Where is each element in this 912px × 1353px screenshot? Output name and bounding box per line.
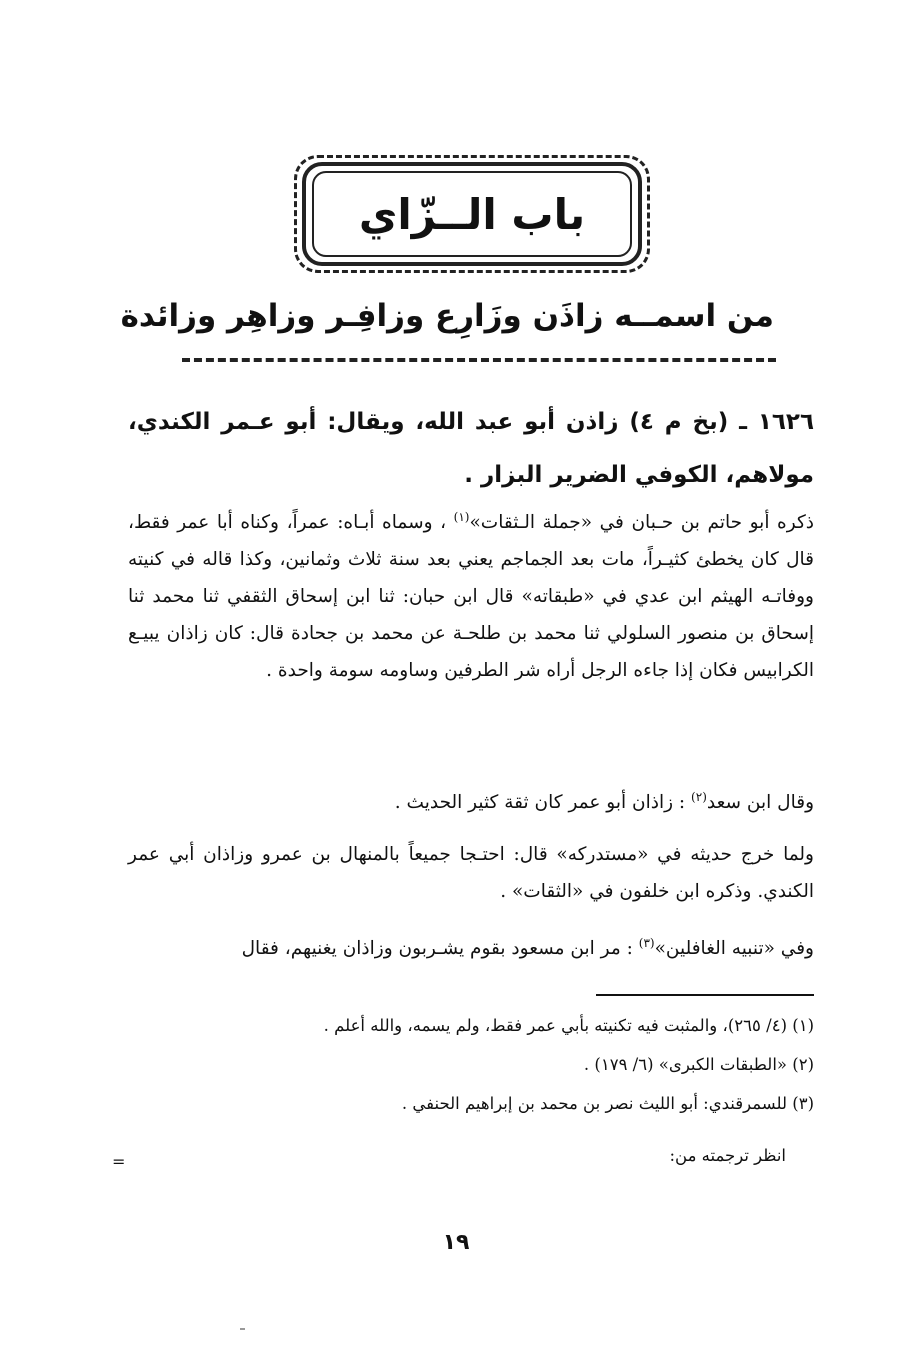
footnote-ref[interactable]: (١) (453, 509, 470, 524)
footnote: (١) (٤/ ٢٦٥)، والمثبت فيه تكنيته بأبي عمر فقط، ولم يسمه، والله أعلم . (323, 1016, 814, 1035)
paragraph-text: ، وسماه أبـاه: عمراً، وكناه أبا عمر فقط، قال كان يخطئ كثيـراً، مات بعد الجماجم يعني بعد سنة ثلاث وثمانين، وكذا قاله في كنيته ووفاتـه الهيثم ابن عدي في «طبقاته» قال ابن حبان: ثنا ابن إسحاق الثقفي ثنا محمد ثنا إسحاق بن منصور السلولي ثنا محمد بن طلحـة عن محمد بن جحادة قال: كان زاذان يبيـع الكرابيس فكان إذا جاءه الرجل أراه شر الطرفين وساومه سومة واحدة . (128, 512, 814, 681)
entry-heading: ١٦٢٦ ـ (بخ م ٤) زاذن أبو عبد الله، ويقال: أبو عـمر الكندي، مولاهم، الكوفي الضرير البزار . (128, 409, 814, 488)
section-heading: من اسمــه زاذَن وزَارِع وزافِـر وزاهِر وزائدة (120, 298, 774, 334)
scan-speck (240, 1328, 245, 1330)
footnotes (128, 1006, 814, 1123)
paragraph-text: : زاذان أبو عمر كان ثقة كثير الحديث . (394, 792, 692, 813)
footnote: (٣) للسمرقندي: أبو الليث نصر بن محمد بن إبراهيم الحنفي . (401, 1094, 814, 1113)
footnote-ref[interactable]: (٢) (691, 789, 707, 804)
footnote-ref[interactable]: (٣) (638, 935, 655, 950)
paragraph-text: وقال ابن سعد (706, 792, 814, 813)
paragraph-text: ذكره أبو حاتم بن حـبان في «جملة الـثقات» (469, 512, 814, 533)
heading-divider (182, 358, 776, 362)
continuation-mark: = (112, 1152, 126, 1171)
chapter-title: باب الــزّاي (358, 189, 586, 239)
footnote-divider (596, 994, 814, 996)
paragraph-text: وفي «تنبيه الغافلين» (654, 938, 814, 959)
paragraph-text: ولما خرج حديثه في «مستدركه» قال: احتـجا جميعاً بالمنهال بن عمرو وزاذان أبي عمر الكندي. وذكره ابن خلفون في «الثقات» . (128, 844, 814, 902)
paragraph (128, 784, 814, 821)
paragraph-text: : مر ابن مسعود بقوم يشـربون وزاذان يغنيهم، فقال (241, 938, 639, 959)
chapter-frame-inner (312, 171, 632, 257)
footnote: (٢) «الطبقات الكبرى» (٦/ ١٧٩) . (583, 1055, 814, 1074)
see-also-note: انظر ترجمته من: (669, 1146, 786, 1165)
paragraph (128, 930, 814, 967)
page-number: ١٩ (442, 1230, 470, 1255)
paragraph (128, 836, 814, 910)
paragraph (128, 504, 814, 689)
